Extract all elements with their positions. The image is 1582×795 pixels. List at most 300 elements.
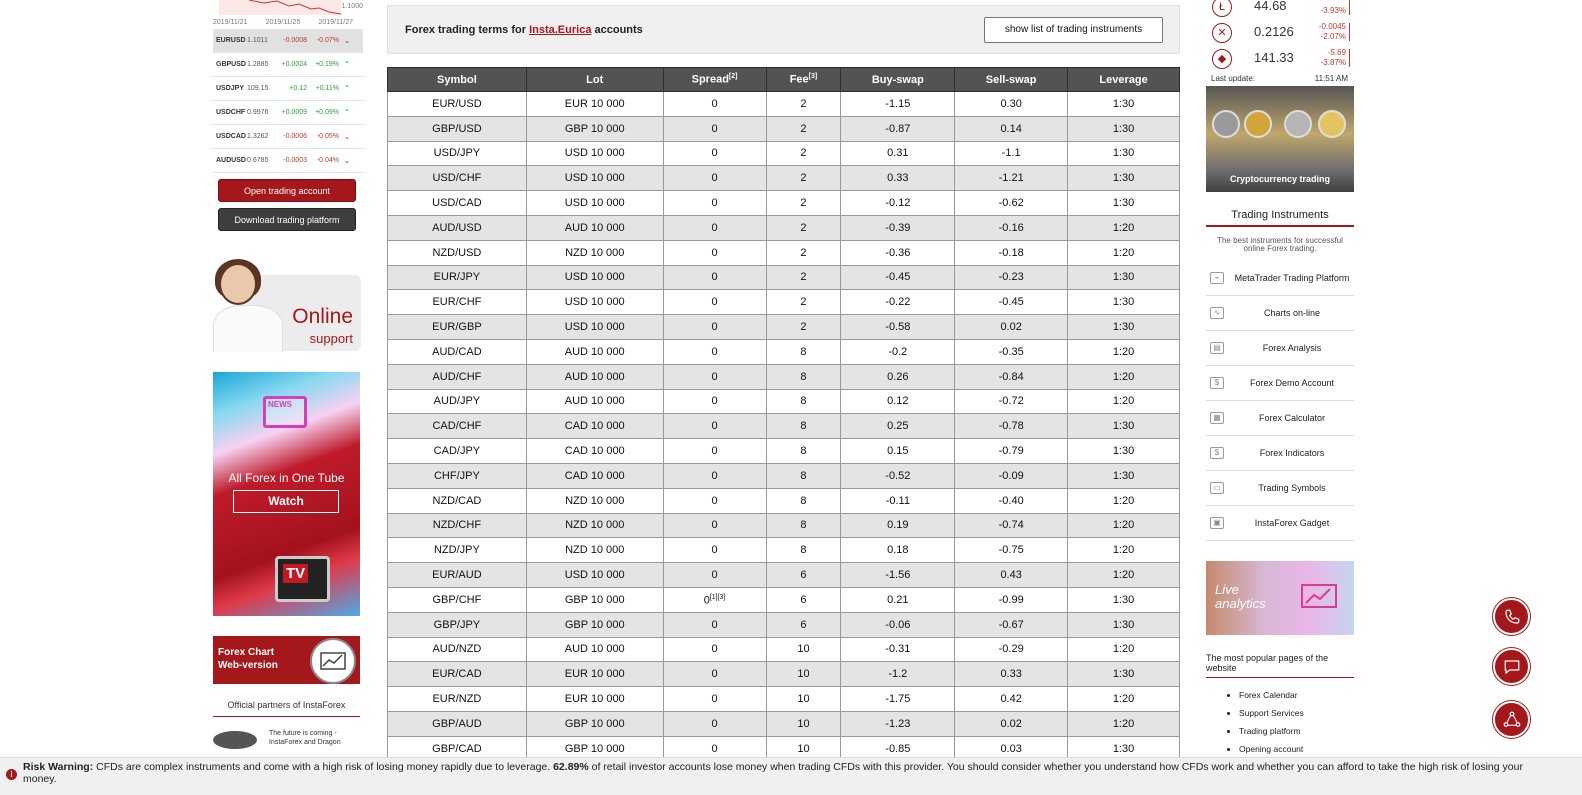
- chart-icon: ⌁: [1210, 272, 1224, 284]
- mini-chart-ylabel: 1.1000: [341, 3, 363, 10]
- popular-page-link[interactable]: • Trading platform: [1239, 722, 1354, 740]
- phone-icon: [1503, 608, 1521, 626]
- forex-chart-banner[interactable]: [213, 636, 360, 684]
- cell-leverage: 1:30: [1068, 141, 1180, 166]
- table-row: [388, 687, 1180, 712]
- table-row: [388, 290, 1180, 315]
- cell-symbol: CAD/CHF: [388, 414, 527, 439]
- table-row: [388, 488, 1180, 513]
- chevron-down-icon: ⌄: [343, 132, 351, 141]
- cell-lot: AUD 10 000: [526, 389, 663, 414]
- cell-lot: NZD 10 000: [526, 513, 663, 538]
- analytics-board-icon: [1298, 579, 1342, 619]
- cell-lot: USD 10 000: [526, 191, 663, 216]
- cell-buy-swap: -1.56: [841, 563, 955, 588]
- date-label: 2019/11/27: [318, 19, 353, 26]
- spread-footnote-link[interactable]: [2]: [728, 73, 738, 81]
- cell-symbol: GBP/JPY: [388, 612, 527, 637]
- table-row: [388, 662, 1180, 687]
- cell-buy-swap: -0.39: [841, 215, 955, 240]
- forex-chart-subtitle: Web-version: [218, 660, 278, 671]
- table-row: [388, 339, 1180, 364]
- cell-fee: 10: [766, 736, 841, 761]
- cell-fee: 8: [766, 364, 841, 389]
- partner-news[interactable]: [213, 727, 363, 755]
- cell-leverage: 1:30: [1068, 662, 1180, 687]
- quote-price: 0.6785: [247, 157, 269, 164]
- cell-buy-swap: -1.23: [841, 711, 955, 736]
- table-row: [388, 439, 1180, 464]
- cell-sell-swap: -0.45: [955, 290, 1068, 315]
- quote-change: +0.0024: [281, 61, 307, 68]
- date-label: 2019/11/25: [265, 19, 301, 26]
- chart-tools-svg: [312, 640, 354, 682]
- cell-spread: 0: [663, 191, 766, 216]
- cell-leverage: 1:30: [1068, 166, 1180, 191]
- partner-news-text: [269, 729, 341, 747]
- coin-icon: [1212, 110, 1240, 138]
- quotes-list: [213, 29, 363, 173]
- crypto-quote-row[interactable]: [1206, 0, 1354, 20]
- crypto-value: 141.33: [1254, 50, 1294, 65]
- cell-spread: 0: [663, 141, 766, 166]
- cell-symbol: CAD/JPY: [388, 439, 527, 464]
- cell-buy-swap: 0.12: [841, 389, 955, 414]
- crypto-percent: -3.87%: [1320, 58, 1346, 67]
- demo-icon: $: [1210, 377, 1224, 389]
- table-row: [388, 364, 1180, 389]
- cell-symbol: AUD/CAD: [388, 339, 527, 364]
- ripple-coin-icon: [1284, 110, 1312, 138]
- forex-tube-banner[interactable]: [213, 372, 360, 616]
- last-update-label: Last update:: [1211, 74, 1256, 83]
- cell-symbol: EUR/JPY: [388, 265, 527, 290]
- table-row: [388, 563, 1180, 588]
- cell-buy-swap: 0.26: [841, 364, 955, 389]
- cell-buy-swap: -0.06: [841, 612, 955, 637]
- quote-row[interactable]: [213, 29, 363, 53]
- cell-spread: 0: [663, 513, 766, 538]
- cell-fee: 2: [766, 315, 841, 340]
- risk-text-1: CFDs are complex instruments and come with a high risk of losing money rapidly due to leverage.: [93, 761, 554, 773]
- chat-icon: [1503, 658, 1521, 676]
- cell-symbol: GBP/USD: [388, 116, 527, 141]
- cell-symbol: EUR/CAD: [388, 662, 527, 687]
- crypto-percent: -2.07%: [1320, 32, 1346, 41]
- popular-page-link[interactable]: • Forex Calendar: [1239, 686, 1354, 704]
- cell-leverage: 1:20: [1068, 687, 1180, 712]
- cell-lot: USD 10 000: [526, 166, 663, 191]
- cell-leverage: 1:30: [1068, 191, 1180, 216]
- quote-price: 1.3262: [247, 133, 269, 140]
- show-instruments-button[interactable]: show list of trading instruments: [984, 17, 1163, 43]
- popular-pages-list: [1206, 686, 1354, 758]
- table-row: [388, 637, 1180, 662]
- share-button[interactable]: [1493, 701, 1530, 738]
- cell-lot: USD 10 000: [526, 141, 663, 166]
- cell-lot: GBP 10 000: [526, 612, 663, 637]
- instrument-item[interactable]: [1206, 331, 1354, 366]
- instrument-item[interactable]: [1206, 436, 1354, 471]
- cell-spread: 0: [663, 488, 766, 513]
- trading-instruments-list: [1206, 261, 1354, 541]
- live-analytics-banner[interactable]: [1206, 561, 1354, 635]
- header-label: Leverage: [1099, 73, 1148, 86]
- quote-row[interactable]: [213, 53, 363, 77]
- quote-change: -0.0003: [283, 157, 307, 164]
- header-label: Fee: [789, 73, 809, 86]
- cell-leverage: 1:20: [1068, 488, 1180, 513]
- cell-lot: USD 10 000: [526, 290, 663, 315]
- tv-icon-label: TV: [283, 564, 308, 583]
- table-row: [388, 463, 1180, 488]
- cell-sell-swap: -0.84: [955, 364, 1068, 389]
- spread-footnote[interactable]: [1][3]: [709, 593, 726, 601]
- instrument-item[interactable]: [1206, 261, 1354, 296]
- cell-fee: 8: [766, 538, 841, 563]
- quote-symbol: USDCAD: [216, 133, 246, 140]
- quote-symbol: EURUSD: [216, 37, 246, 44]
- terms-prefix: Forex trading terms for: [405, 24, 530, 36]
- ethereum-icon: ◆: [1212, 49, 1232, 69]
- last-update-time: 11:51 AM: [1314, 74, 1348, 83]
- cell-symbol: AUD/JPY: [388, 389, 527, 414]
- account-type-link[interactable]: Insta.Eurica: [529, 24, 592, 36]
- cell-fee: 8: [766, 488, 841, 513]
- cell-symbol: CHF/JPY: [388, 463, 527, 488]
- cell-spread: 0: [663, 711, 766, 736]
- cell-lot: EUR 10 000: [526, 92, 663, 117]
- quote-change: -0.0006: [283, 133, 307, 140]
- cell-leverage: 1:20: [1068, 711, 1180, 736]
- quote-row[interactable]: [213, 125, 363, 149]
- instrument-label: Forex Analysis: [1262, 343, 1322, 353]
- cell-sell-swap: -0.62: [955, 191, 1068, 216]
- cell-leverage: 1:30: [1068, 92, 1180, 117]
- cell-sell-swap: -0.75: [955, 538, 1068, 563]
- cell-fee: 2: [766, 290, 841, 315]
- cell-buy-swap: 0.18: [841, 538, 955, 563]
- cell-lot: EUR 10 000: [526, 662, 663, 687]
- cell-buy-swap: -0.11: [841, 488, 955, 513]
- analysis-icon: ▤: [1210, 342, 1224, 354]
- support-agent-icon: [219, 263, 257, 305]
- cell-buy-swap: 0.31: [841, 141, 955, 166]
- cell-buy-swap: -0.22: [841, 290, 955, 315]
- partners-heading: Official partners of InstaForex: [213, 700, 360, 717]
- cell-buy-swap: 0.19: [841, 513, 955, 538]
- watch-button[interactable]: Watch: [233, 490, 339, 513]
- open-account-button[interactable]: Open trading account: [218, 179, 356, 202]
- cell-fee: 6: [766, 612, 841, 637]
- col-header-spread: [663, 68, 766, 92]
- table-header-row: [388, 68, 1180, 92]
- table-row: [388, 240, 1180, 265]
- crypto-bar: [1349, 49, 1350, 67]
- cell-leverage: 1:20: [1068, 563, 1180, 588]
- crypto-caption: Cryptocurrency trading: [1229, 174, 1331, 184]
- cell-symbol: GBP/CHF: [388, 587, 527, 612]
- cell-leverage: 1:20: [1068, 538, 1180, 563]
- cell-fee: 2: [766, 191, 841, 216]
- cell-sell-swap: -0.09: [955, 463, 1068, 488]
- popular-page-link[interactable]: • Support Services: [1239, 704, 1354, 722]
- cell-symbol: NZD/USD: [388, 240, 527, 265]
- cell-sell-swap: 0.02: [955, 315, 1068, 340]
- cell-fee: 10: [766, 711, 841, 736]
- crypto-bar: [1349, 0, 1350, 15]
- crypto-value: 44.68: [1254, 0, 1287, 13]
- cell-buy-swap: 0.33: [841, 166, 955, 191]
- cell-sell-swap: -0.16: [955, 215, 1068, 240]
- online-support-banner[interactable]: [213, 257, 361, 352]
- table-row: [388, 587, 1180, 612]
- partner-news-line: InstaForex and Dragon: [269, 739, 341, 746]
- cell-symbol: NZD/CAD: [388, 488, 527, 513]
- cell-buy-swap: -1.75: [841, 687, 955, 712]
- quote-price: 1.2885: [247, 61, 269, 68]
- chat-button[interactable]: [1493, 648, 1530, 685]
- popular-page-link[interactable]: • Opening account: [1239, 740, 1354, 758]
- header-label: Spread: [691, 73, 729, 86]
- litecoin-icon: Ł: [1212, 0, 1232, 17]
- cell-fee: 2: [766, 265, 841, 290]
- cell-sell-swap: 0.43: [955, 563, 1068, 588]
- cell-lot: CAD 10 000: [526, 463, 663, 488]
- table-body: [388, 92, 1180, 762]
- cell-leverage: 1:20: [1068, 389, 1180, 414]
- quote-row[interactable]: [213, 149, 363, 173]
- header-label: Symbol: [437, 73, 477, 86]
- table-row: [388, 116, 1180, 141]
- crypto-quote-row[interactable]: [1206, 20, 1354, 46]
- cell-leverage: 1:20: [1068, 364, 1180, 389]
- tube-title: All Forex in One Tube: [228, 471, 345, 485]
- quote-row[interactable]: [213, 101, 363, 125]
- cell-symbol: AUD/CHF: [388, 364, 527, 389]
- crypto-quotes: [1206, 0, 1354, 72]
- cell-fee: 8: [766, 439, 841, 464]
- quote-price: 0.9976: [247, 109, 269, 116]
- live-analytics-text: [1215, 583, 1266, 611]
- cell-symbol: NZD/JPY: [388, 538, 527, 563]
- cell-spread: 0: [663, 414, 766, 439]
- crypto-quote-row[interactable]: [1206, 46, 1354, 72]
- cell-fee: 10: [766, 637, 841, 662]
- cell-sell-swap: -0.29: [955, 637, 1068, 662]
- cell-sell-swap: -0.78: [955, 414, 1068, 439]
- cell-fee: 2: [766, 92, 841, 117]
- cell-sell-swap: 0.14: [955, 116, 1068, 141]
- col-header-leverage: [1068, 68, 1180, 92]
- quote-price: 109.15: [247, 85, 269, 92]
- cell-fee: 8: [766, 463, 841, 488]
- terms-suffix: accounts: [591, 24, 643, 36]
- cell-lot: EUR 10 000: [526, 687, 663, 712]
- crypto-change: -0.0045: [1318, 22, 1346, 31]
- cell-symbol: NZD/CHF: [388, 513, 527, 538]
- card-icon: ▭: [1210, 482, 1224, 494]
- quote-percent: -0.04%: [316, 157, 339, 164]
- cell-leverage: 1:20: [1068, 240, 1180, 265]
- quote-percent: -0.05%: [316, 133, 339, 140]
- quote-row[interactable]: [213, 77, 363, 101]
- cell-sell-swap: 0.03: [955, 736, 1068, 761]
- cell-symbol: EUR/GBP: [388, 315, 527, 340]
- cell-buy-swap: -0.36: [841, 240, 955, 265]
- table-row: [388, 92, 1180, 117]
- terms-title: [405, 24, 643, 36]
- quote-symbol: AUDUSD: [216, 157, 246, 164]
- quote-percent: +0.09%: [315, 109, 339, 116]
- cell-spread: 0: [663, 339, 766, 364]
- crypto-value: 0.2126: [1254, 24, 1294, 39]
- cell-symbol: AUD/USD: [388, 215, 527, 240]
- instrument-item[interactable]: [1206, 401, 1354, 436]
- risk-warning-bar: [0, 757, 1582, 795]
- cell-buy-swap: -0.31: [841, 637, 955, 662]
- instrument-item[interactable]: [1206, 506, 1354, 541]
- support-agent-body: [213, 305, 283, 352]
- cell-fee: 2: [766, 215, 841, 240]
- instrument-label: Forex Calculator: [1258, 413, 1326, 423]
- cell-sell-swap: -0.67: [955, 612, 1068, 637]
- cell-spread: 0: [663, 290, 766, 315]
- cell-sell-swap: -0.23: [955, 265, 1068, 290]
- cell-lot: AUD 10 000: [526, 364, 663, 389]
- cell-symbol: USD/JPY: [388, 141, 527, 166]
- popular-pages-title: The most popular pages of the website: [1206, 653, 1354, 678]
- cell-spread: 0: [663, 563, 766, 588]
- cell-sell-swap: 0.33: [955, 662, 1068, 687]
- cell-buy-swap: -0.12: [841, 191, 955, 216]
- quote-change: -0.0008: [283, 37, 307, 44]
- crypto-bar: [1349, 23, 1350, 41]
- cell-buy-swap: -1.2: [841, 662, 955, 687]
- table-row: [388, 612, 1180, 637]
- cell-buy-swap: -0.58: [841, 315, 955, 340]
- cell-fee: 8: [766, 414, 841, 439]
- fee-footnote-link[interactable]: [3]: [808, 73, 818, 81]
- cell-sell-swap: -0.40: [955, 488, 1068, 513]
- live-line: Live: [1215, 582, 1239, 597]
- chart-tools-icon: [310, 638, 356, 684]
- share-icon: [1503, 711, 1521, 729]
- cell-lot: GBP 10 000: [526, 116, 663, 141]
- cell-lot: CAD 10 000: [526, 439, 663, 464]
- col-header-sell-swap: [955, 68, 1068, 92]
- cell-symbol: GBP/CAD: [388, 736, 527, 761]
- table-row: [388, 414, 1180, 439]
- partner-news-line: The future is coming -: [269, 730, 337, 737]
- cell-spread: 0: [663, 265, 766, 290]
- download-platform-button[interactable]: Download trading platform: [218, 208, 356, 231]
- table-row: [388, 166, 1180, 191]
- cell-symbol: EUR/NZD: [388, 687, 527, 712]
- cell-sell-swap: -1.1: [955, 141, 1068, 166]
- cell-fee: 2: [766, 166, 841, 191]
- cell-spread: 0: [663, 315, 766, 340]
- last-update: [1206, 72, 1354, 86]
- ripple-icon: ✕: [1212, 23, 1232, 43]
- table-row: [388, 215, 1180, 240]
- col-header-buy-swap: [841, 68, 955, 92]
- cell-buy-swap: -0.52: [841, 463, 955, 488]
- cell-sell-swap: -0.79: [955, 439, 1068, 464]
- header-label: Lot: [586, 73, 604, 86]
- cell-leverage: 1:20: [1068, 513, 1180, 538]
- cell-buy-swap: -0.87: [841, 116, 955, 141]
- gold-coin-icon: [1318, 110, 1346, 138]
- phone-call-button[interactable]: [1493, 598, 1530, 635]
- cell-symbol: EUR/AUD: [388, 563, 527, 588]
- calculator-icon: ▦: [1210, 412, 1224, 424]
- live-line: analytics: [1215, 596, 1266, 611]
- crypto-trading-banner[interactable]: [1206, 86, 1354, 192]
- cell-fee: 8: [766, 339, 841, 364]
- cell-buy-swap: 0.15: [841, 439, 955, 464]
- cell-leverage: 1:20: [1068, 637, 1180, 662]
- instrument-label: MetaTrader Trading Platform: [1234, 273, 1350, 283]
- table-row: [388, 141, 1180, 166]
- cell-symbol: USD/CAD: [388, 191, 527, 216]
- cell-buy-swap: 0.25: [841, 414, 955, 439]
- cell-symbol: USD/CHF: [388, 166, 527, 191]
- cell-buy-swap: -0.45: [841, 265, 955, 290]
- risk-label: Risk Warning:: [23, 761, 94, 773]
- instrument-label: Charts on-line: [1263, 308, 1321, 318]
- col-header-fee: [766, 68, 841, 92]
- quote-symbol: USDJPY: [216, 85, 245, 92]
- instrument-item[interactable]: [1206, 471, 1354, 506]
- cell-lot: GBP 10 000: [526, 587, 663, 612]
- cell-fee: 8: [766, 513, 841, 538]
- cell-sell-swap: 0.02: [955, 711, 1068, 736]
- cell-leverage: 1:30: [1068, 736, 1180, 761]
- table-row: [388, 538, 1180, 563]
- mini-chart-dates: [213, 17, 363, 29]
- quote-price: 1.1011: [247, 37, 268, 44]
- cell-symbol: EUR/USD: [388, 92, 527, 117]
- instrument-item[interactable]: [1206, 296, 1354, 331]
- cell-lot: USD 10 000: [526, 315, 663, 340]
- cell-sell-swap: -0.72: [955, 389, 1068, 414]
- cell-spread: 0: [663, 736, 766, 761]
- table-row: [388, 513, 1180, 538]
- cell-spread: 0: [663, 439, 766, 464]
- cell-lot: AUD 10 000: [526, 339, 663, 364]
- cell-lot: AUD 10 000: [526, 637, 663, 662]
- cell-leverage: 1:20: [1068, 339, 1180, 364]
- header-label: Buy-swap: [871, 73, 924, 86]
- mini-chart-line: [219, 0, 341, 15]
- cell-spread: 0: [663, 215, 766, 240]
- cell-sell-swap: -0.99: [955, 587, 1068, 612]
- cell-symbol: GBP/AUD: [388, 711, 527, 736]
- col-header-symbol: [388, 68, 527, 92]
- table-row: [388, 315, 1180, 340]
- instrument-item[interactable]: [1206, 366, 1354, 401]
- online-title: Online: [292, 305, 353, 328]
- table-row: [388, 711, 1180, 736]
- instrument-label: Forex Demo Account: [1249, 378, 1335, 388]
- bitcoin-icon: [1244, 110, 1272, 138]
- cell-spread: 0[1][3]: [663, 587, 766, 612]
- cell-spread: 0: [663, 364, 766, 389]
- cell-fee: 8: [766, 389, 841, 414]
- risk-text-2: of retail investor accounts lose money when trading CFDs with this provider. You should consider whether you understand how CFDs work and whether you can afford to take the high risk of losing your money.: [23, 761, 1523, 785]
- cell-sell-swap: -0.35: [955, 339, 1068, 364]
